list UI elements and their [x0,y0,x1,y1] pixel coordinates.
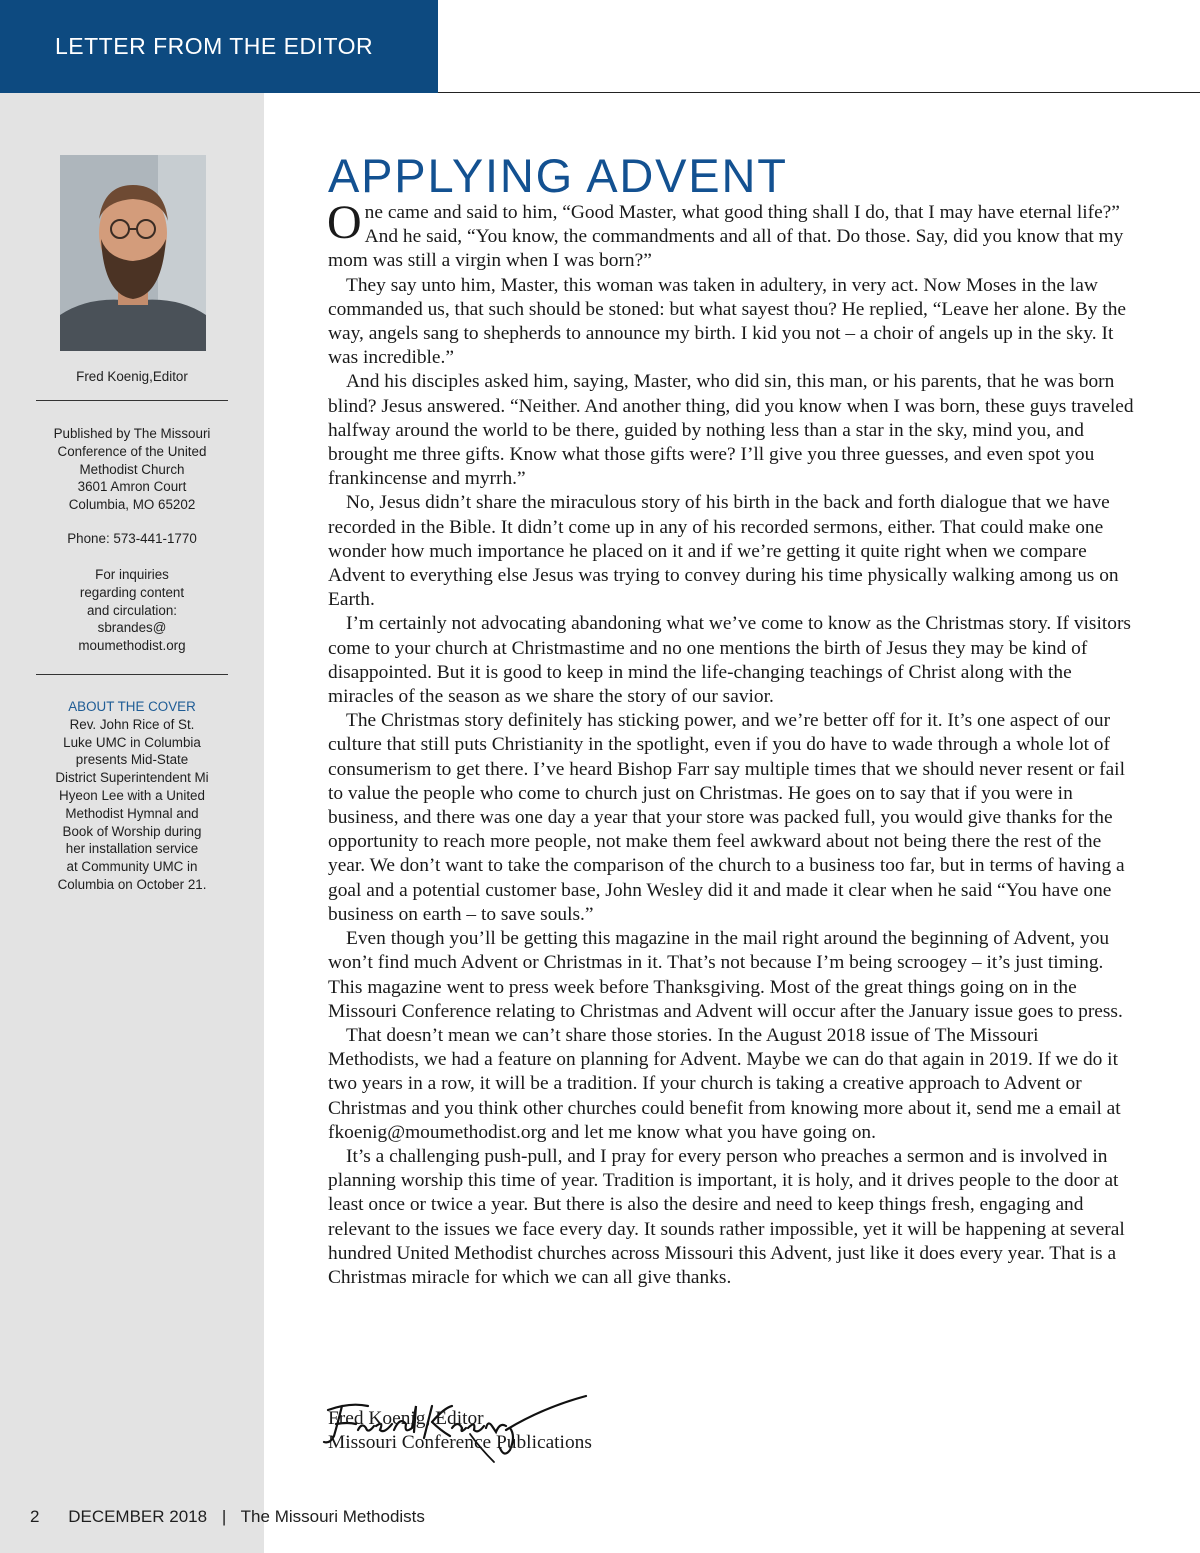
about-cover-line: Methodist Hymnal and [65,805,199,821]
about-cover-line: her installation service [65,841,199,857]
about-cover-title: ABOUT THE COVER [68,699,196,714]
about-cover [0,698,264,894]
issue-date: DECEMBER 2018 [68,1507,208,1526]
article-paragraph: No, Jesus didn’t share the miraculous story of his birth in the back and forth dialogue that we have recorded in the Bible. It didn’t come up in any of his recorded sermons, either. That could make one wonder how much importance he placed on it and if we’re getting it quite right when we compare Advent to everything else Jesus was trying to convey during his time physically walking among us on Earth. [328,492,1119,611]
inquiries-line: For inquiries [95,567,169,582]
publisher-line: Published by The Missouri [53,426,211,441]
article-paragraph: I’m certainly not advocating abandoning what we’ve come to know as the Christmas story. If visitors come to your church at Christmastime and no one mentions the birth of Jesus they may be kind of disappointed. But it is good to keep in mind the life-changing teachings of Christ along with the miracles of the season as we share the story of our savior. [328,613,1131,708]
inquiries-line: sbrandes@ [97,620,167,636]
inquiries-line: regarding content [79,584,185,600]
footer-separator: | [221,1507,227,1526]
about-cover-line: District Superintendent Mi [55,770,209,786]
about-cover-line: presents Mid-State [75,752,189,768]
article-title: APPLYING ADVENT [328,149,788,202]
inquiries-line: moumethodist.org [78,638,186,654]
article-paragraph: That doesn’t mean we can’t share those stories. In the August 2018 issue of The Missouri Methodists, we had a feature on planning for Advent. Maybe we can do that again in 2019. If we do it two years in a row, it will be a tradition. If your church is taking a creative approach to Advent or Christmas and you think other churches could benefit from knowing more about it, send me a email at fkoenig@moumethodist.org and let me know what you have going on. [328,1024,1121,1143]
about-cover-line: Hyeon Lee with a United [59,787,205,803]
article-body [327,196,1134,1290]
photo-caption: Fred Koenig,Editor [76,369,188,384]
editor-photo [60,155,206,351]
about-cover-line: Rev. John Rice of St. [69,716,195,732]
first-paragraph-text: ne came and said to him, “Good Master, what good thing shall I do, that I may have eternal life?” And he said, “You know, the commandments and all of that. Do those. Say, did you know that my mom was still a virgin when I was born?” [328,202,1124,272]
section-label: LETTER FROM THE EDITOR [55,33,374,59]
publisher-line: 3601 Amron Court [77,479,187,495]
about-cover-line: Columbia on October 21. [57,876,207,892]
publisher-line: Columbia, MO 65202 [68,497,196,513]
sign-name: Fred Koenig, Editor [328,1408,484,1429]
publication-name: The Missouri Methodists [240,1507,425,1526]
signature-block [328,1407,592,1455]
section-header [0,0,438,93]
page-number: 2 [30,1507,40,1526]
about-cover-line: Book of Worship during [62,823,202,839]
article-paragraph: They say unto him, Master, this woman was taken in adultery, in very act. Now Moses in the law commanded us, that such should be stoned: but what sayest thou? He replied, “Leave her alone. By the way, angels sang to shepherds to announce my birth. I kid you not – a choir of angels up in the sky. It was incredible.” [328,274,1127,369]
publisher-line: Conference of the United [57,443,207,459]
article-paragraph: The Christmas story definitely has sticking power, and we’re better off for it. It’s one aspect of our culture that still puts Christianity in the spotlight, even if you do have to wade through a whole lot of consumerism to get there. I’ve heard Bishop Farr say multiple times that we should never resent or fail to value the people who come to church just on Christmas. He goes on to say that if you were in business, and there was one day a year that your store was packed full, you would give thanks for the opportunity to reach more people, not make them feel awkward about not being there the rest of the year. We don’t want to take the comparison of the church to a business too far, but in terms of having a goal and a potential customer base, John Wesley did it and made it clear when he said “You have one business on earth – to save souls.” [328,710,1125,925]
sidebar-divider [36,674,228,675]
sidebar-divider [36,400,228,401]
editor-portrait-illustration [60,155,206,351]
article-paragraph: And his disciples asked him, saying, Master, who did sin, this man, or his parents, that he was born blind? Jesus answered. “Neither. And another thing, did you know when I was born, these guys traveled halfway around the world to be there, guided by nothing less than a star in the sky, mind you, and brought me three gifts. Know what those gifts were? I’ll give you three guesses, and even spot you frankincense and myrrh.” [328,371,1134,490]
publisher-line: Methodist Church [79,461,185,477]
header-rule [438,92,1200,93]
inquiries-line: and circulation: [86,602,178,618]
page-footer [30,1507,435,1527]
sidebar [0,93,264,1553]
article-paragraph: It’s a challenging push-pull, and I pray for every person who preaches a sermon and is involved in planning worship this time of year. Tradition is important, it is holy, and it drives people to the door at least once or twice a year. But there is also the desire and need to keep things fresh, engaging and relevant to the issues we face every day. It sounds rather impossible, yet it will be happening at several hundred United Methodist churches across Missouri this Advent, just like it does every year. That is a Christmas miracle for which we can all give thanks. [328,1145,1125,1288]
sign-organization: Missouri Conference Publications [328,1432,592,1454]
about-cover-line: Luke UMC in Columbia [63,734,201,750]
inquiries-info [0,566,264,655]
publisher-info [0,425,264,514]
about-cover-line: at Community UMC in [66,859,198,875]
drop-cap: O [327,196,362,249]
article-paragraph: Even though you’ll be getting this magazine in the mail right around the beginning of Advent, you won’t find much Advent or Christmas in it. That’s not because I’m being scroogey – it’s just timing. This magazine went to press week before Thanksgiving. Most of the great things going on in the Missouri Conference relating to Christmas and Advent will occur after the January issue goes to press. [328,928,1123,1022]
article-paragraph [327,196,1134,274]
phone-number: Phone: 573-441-1770 [67,531,197,546]
